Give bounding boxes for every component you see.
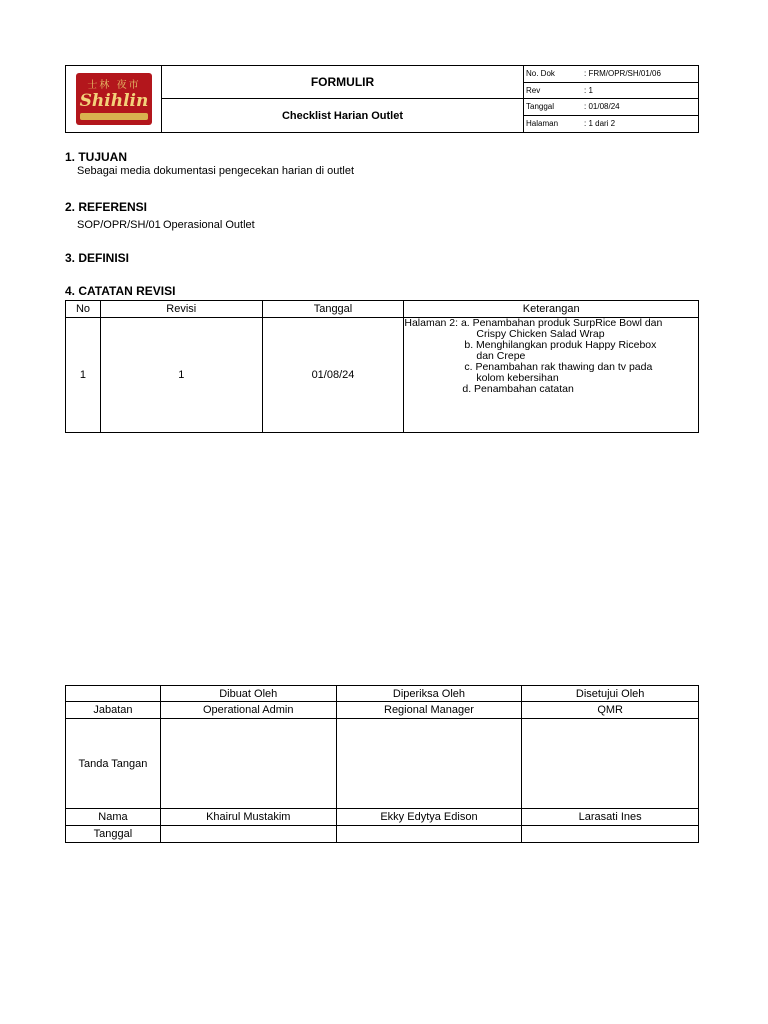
table-row-tanda-tangan (66, 719, 699, 809)
meta-row-date (524, 99, 698, 116)
meta-value: : FRM/OPR/SH/01/06 (584, 69, 661, 78)
signature-table-header (66, 686, 699, 702)
section-heading-catatan-revisi: 4. CATATAN REVISI (65, 284, 176, 298)
section-heading-definisi: 3. DEFINISI (65, 251, 130, 265)
table-row-jabatan (66, 702, 699, 719)
shihlin-logo (76, 73, 152, 125)
meta-key: Tanggal (526, 102, 555, 111)
header-revisi: Revisi (100, 301, 262, 318)
label-tanggal: Tanggal (66, 826, 161, 843)
revision-table (65, 300, 699, 433)
nama-diperiksa: Ekky Edytya Edison (336, 809, 522, 826)
reference-code: SOP/OPR/SH/01 (77, 219, 161, 231)
keterangan-line: c. Penambahan rak thawing dan tv pada (464, 361, 653, 373)
header-keterangan: Keterangan (404, 301, 699, 318)
cell-no: 1 (66, 318, 101, 433)
document-meta (524, 66, 698, 132)
logo-wordmark: Shihlin (79, 91, 149, 111)
jabatan-disetujui: QMR (522, 702, 699, 719)
keterangan-line: kolom kebersihan (476, 372, 559, 384)
label-nama: Nama (66, 809, 161, 826)
header-disetujui-oleh: Disetujui Oleh (522, 686, 699, 702)
jabatan-dibuat: Operational Admin (160, 702, 336, 719)
logo-cell (66, 66, 162, 132)
label-tanda-tangan: Tanda Tangan (66, 719, 161, 809)
form-subtitle: Checklist Harian Outlet (281, 109, 404, 122)
signature-box-disetujui[interactable] (522, 719, 699, 809)
table-row-tanggal (66, 826, 699, 843)
header-diperiksa-oleh: Diperiksa Oleh (336, 686, 522, 702)
signature-box-diperiksa[interactable] (336, 719, 522, 809)
keterangan-line: Halaman 2: a. Penambahan produk SurpRice Bowl dan (404, 317, 663, 329)
cell-tanggal: 01/08/24 (262, 318, 404, 433)
keterangan-line: Crispy Chicken Salad Wrap (476, 328, 605, 340)
signature-box-dibuat[interactable] (160, 719, 336, 809)
keterangan-line: dan Crepe (476, 350, 526, 362)
meta-value: : 01/08/24 (584, 102, 620, 111)
meta-key: Rev (526, 85, 541, 95)
signature-table (65, 685, 699, 843)
jabatan-diperiksa: Regional Manager (336, 702, 522, 719)
header-dibuat-oleh: Dibuat Oleh (160, 686, 336, 702)
reference-name: Operasional Outlet (163, 219, 255, 231)
cell-revisi: 1 (100, 318, 262, 433)
label-jabatan: Jabatan (66, 702, 161, 719)
table-row-nama (66, 809, 699, 826)
header-no: No (66, 301, 101, 318)
nama-dibuat: Khairul Mustakim (160, 809, 336, 826)
tanggal-disetujui[interactable] (522, 826, 699, 843)
section-heading-tujuan: 1. TUJUAN (65, 150, 128, 164)
table-row (66, 318, 699, 433)
keterangan-line: d. Penambahan catatan (462, 383, 574, 395)
nama-disetujui: Larasati Ines (522, 809, 699, 826)
tanggal-dibuat[interactable] (160, 826, 336, 843)
cell-keterangan (404, 318, 699, 433)
header-tanggal: Tanggal (262, 301, 404, 318)
tanggal-diperiksa[interactable] (336, 826, 522, 843)
meta-value: : 1 (584, 85, 593, 95)
section-text-tujuan: Sebagai media dokumentasi pengecekan harian di outlet (77, 165, 355, 177)
meta-row-doc-number (524, 66, 698, 83)
title-cell (162, 66, 524, 132)
keterangan-line: b. Menghilangkan produk Happy Ricebox (464, 339, 657, 351)
logo-chinese-characters: 士林 夜市 (87, 80, 141, 91)
meta-row-page (524, 116, 698, 133)
meta-row-rev (524, 83, 698, 100)
meta-value: : 1 dari 2 (584, 118, 616, 128)
section-heading-referensi: 2. REFERENSI (65, 200, 148, 214)
document-header (65, 65, 699, 133)
meta-key: No. Dok (526, 69, 555, 78)
form-title: FORMULIR (162, 66, 523, 99)
revision-table-header (66, 301, 699, 318)
meta-key: Halaman (526, 118, 559, 128)
header-empty (66, 686, 161, 702)
logo-tagline-bar (80, 113, 148, 120)
